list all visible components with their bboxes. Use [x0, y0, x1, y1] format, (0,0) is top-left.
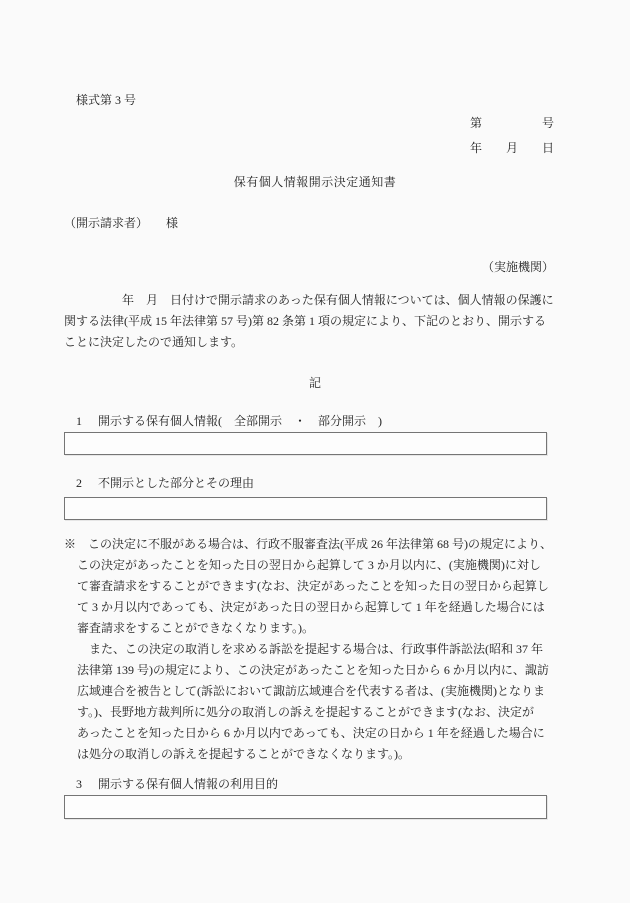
- note-line: この決定があったことを知った日の翌日から起算して 3 か月以内に、(実施機関)に対し: [77, 558, 541, 572]
- section-2-title: 不開示とした部分とその理由: [98, 476, 255, 490]
- section-3-value-box[interactable]: [64, 795, 547, 819]
- section-3-title: 開示する保有個人情報の利用目的: [98, 777, 279, 791]
- doc-number-line: 第 号: [469, 116, 554, 130]
- issuer-line: （実施機関）: [481, 260, 554, 274]
- body-paragraph: [64, 290, 604, 353]
- note-line: す。)、長野地方裁判所に処分の取消しの訴えを提起することができます(なお、決定が: [77, 705, 535, 719]
- section-1-number: 1: [76, 414, 82, 428]
- body-line: 年 月 日付けで開示請求のあった保有個人情報については、個人情報の保護に: [122, 293, 554, 307]
- section-2-number: 2: [76, 476, 82, 490]
- section-2-value-box[interactable]: [64, 497, 547, 520]
- addressee-line: （開示請求者） 様: [64, 216, 179, 230]
- note-line: また、この決定の取消しを求める訴訟を提起する場合は、行政事件訴訟法(昭和 37 年: [89, 642, 543, 656]
- note-line: 法律第 139 号)の規定により、この決定があったことを知った日から 6 か月以内に、諏訪: [77, 663, 549, 677]
- form-label: 様式第 3 号: [76, 93, 137, 107]
- note-line: ※ この決定に不服がある場合は、行政不服審査法(平成 26 年法律第 68 号)の規定により、: [64, 537, 552, 551]
- note-line: は処分の取消しの訴えを提起することができなくなります。)。: [77, 747, 411, 761]
- document-title: 保有個人情報開示決定通知書: [233, 175, 397, 189]
- note-line: て 3 か月以内であっても、決定があった日の翌日から起算して 1 年を経過した場合には: [77, 600, 545, 614]
- section-1-heading: [76, 411, 382, 432]
- section-2-heading: [76, 473, 254, 494]
- section-1-title: 開示する保有個人情報( 全部開示 ・ 部分開示 ): [98, 414, 382, 428]
- remarks-note: [64, 534, 609, 765]
- body-line: 関する法律(平成 15 年法律第 57 号)第 82 条第 1 項の規定により、下記のとおり、開示する: [64, 314, 546, 328]
- body-line: ことに決定したので通知します。: [64, 335, 244, 349]
- note-line: て審査請求をすることができます(なお、決定があったことを知った日の翌日から起算し: [77, 579, 549, 593]
- note-line: あったことを知った日から 6 か月以内であっても、決定の日から 1 年を経過した場合に: [77, 726, 545, 740]
- section-3-number: 3: [76, 777, 82, 791]
- ki-marker: 記: [308, 376, 321, 390]
- section-1-value-box[interactable]: [64, 432, 547, 455]
- note-line: 審査請求をすることができなくなります。)。: [77, 621, 315, 635]
- section-3-heading: [76, 774, 278, 795]
- note-line: 広域連合を被告として(訴訟において諏訪広域連合を代表する者は、(実施機関)となりま: [77, 684, 545, 698]
- doc-date-line: 年 月 日: [469, 141, 554, 155]
